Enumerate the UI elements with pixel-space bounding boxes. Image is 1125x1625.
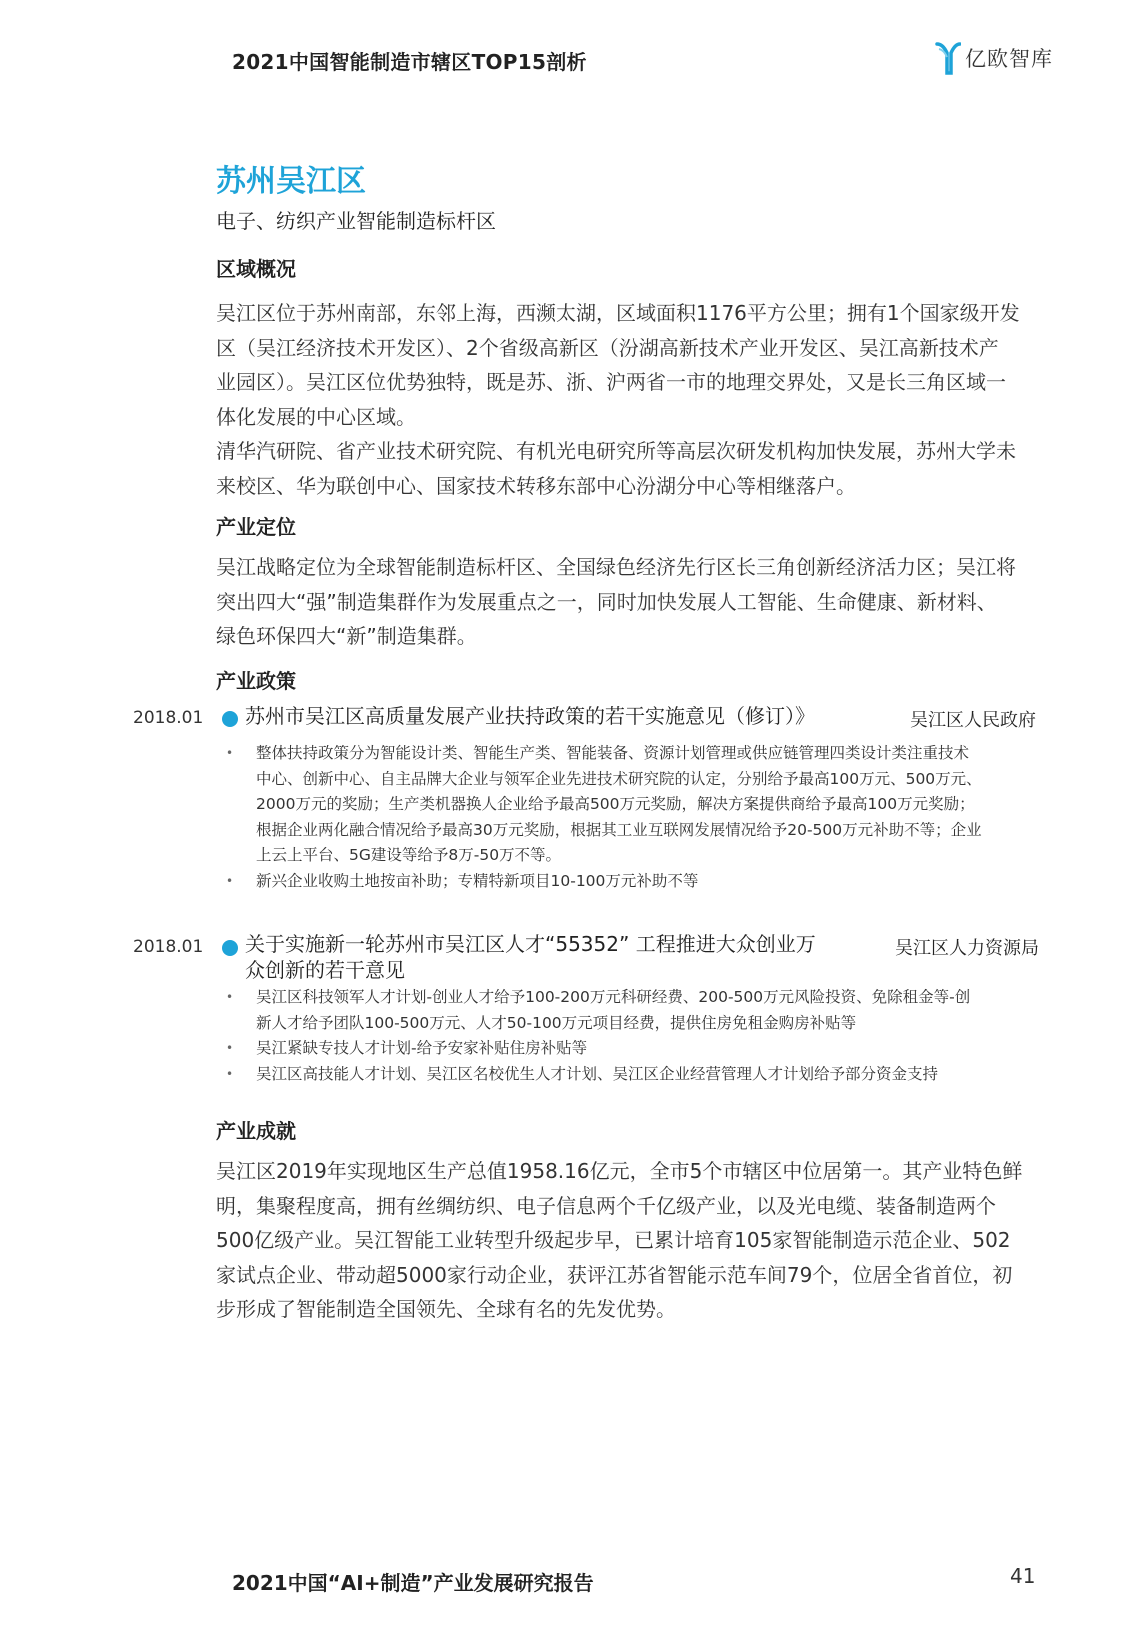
report-header-title: 2021中国智能制造市辖区TOP15剖析 — [232, 50, 587, 74]
section-heading-policy: 产业政策 — [216, 669, 296, 693]
text-line: 明，集聚程度高，拥有丝绸纺织、电子信息两个千亿级产业，以及光电缆、装备制造两个 — [216, 1193, 996, 1218]
policy-date: 2018.01 — [133, 937, 204, 957]
overview-paragraph — [216, 296, 1062, 503]
bullet-icon: • — [226, 1066, 234, 1081]
list-item: • 新兴企业收购土地按亩补助；专精特新项目10-100万元补助不等 — [226, 869, 982, 895]
policy-date: 2018.01 — [133, 708, 204, 728]
policy-title — [245, 931, 816, 983]
region-subtitle: 电子、纺织产业智能制造标杆区 — [216, 209, 496, 233]
policy-issuer: 吴江区人力资源局 — [895, 938, 1039, 959]
text-line: 体化发展的中心区域。 — [216, 404, 416, 429]
text-line: 业园区）。吴江区位优势独特，既是苏、浙、沪两省一市的地理交界处，又是长三角区域一 — [216, 370, 1006, 394]
policy-title-line: 众创新的若干意见 — [245, 958, 405, 982]
policy-detail-list — [226, 985, 970, 1087]
bullet-icon: • — [226, 1041, 234, 1055]
region-title: 苏州吴江区 — [216, 164, 366, 199]
policy-issuer: 吴江区人民政府 — [910, 710, 1036, 731]
logo-mark-icon — [935, 41, 961, 75]
text-line: 500亿级产业。吴江智能工业转型升级起步早，已累计培育105家智能制造示范企业、502 — [216, 1228, 1011, 1252]
footer-report-title: 2021中国“AI+制造”产业发展研究报告 — [232, 1571, 594, 1595]
policy-title-line: 苏州市吴江区高质量发展产业扶持政策的若干实施意见（修订）》 — [245, 704, 815, 728]
positioning-paragraph — [216, 550, 1062, 654]
text-line: 清华汽研院、省产业技术研究院、有机光电研究所等高层次研发机构加快发展，苏州大学未 — [216, 439, 1016, 463]
bullet-icon: • — [226, 873, 234, 888]
bullet-icon: • — [226, 990, 234, 1004]
text-line: 突出四大“强”制造集群作为发展重点之一，同时加快发展人工智能、生命健康、新材料、 — [216, 589, 997, 614]
list-item: • 吴江区高技能人才计划、吴江区名校优生人才计划、吴江区企业经营管理人才计划给予部分资金支持 — [226, 1062, 970, 1088]
list-item: • 整体扶持政策分为智能设计类、智能生产类、智能装备、资源计划管理或供应链管理四类设计类注重技术 中心、创新中心、自主品牌大企业与领军企业先进技术研究院的认定，分别给予最高100万元、500万元、 2000万元的奖励；生产类机器换人企业给予最高500万元奖励，解决方案提供商给予最高100万元奖励； 根据企业两化融合情况给予最高30万元奖励，根据其工业互联网发展情况给予20-500万元补助不等；企业 上云上平台、5G建设等给予8万-50万不等。 — [226, 741, 982, 869]
list-item: • 吴江紧缺专技人才计划-给予安家补贴住房补贴等 — [226, 1036, 970, 1062]
bullet-icon: • — [226, 746, 234, 760]
policy-title-line: 关于实施新一轮苏州市吴江区人才“55352” 工程推进大众创业万 — [245, 932, 816, 956]
section-heading-achievement: 产业成就 — [216, 1119, 296, 1143]
text-line: 步形成了智能制造全国领先、全球有名的先发优势。 — [216, 1297, 676, 1321]
section-heading-positioning: 产业定位 — [216, 515, 296, 539]
text-line: 家试点企业、带动超5000家行动企业，获评江苏省智能示范车间79个，位居全省首位，初 — [216, 1262, 1013, 1287]
section-heading-overview: 区域概况 — [216, 257, 296, 281]
text-line: 区（吴江经济技术开发区）、2个省级高新区（汾湖高新技术产业开发区、吴江高新技术产 — [216, 335, 999, 360]
policy-bullet-dot — [222, 940, 238, 956]
policy-bullet-dot — [222, 711, 238, 727]
text-line: 来校区、华为联创中心、国家技术转移东部中心汾湖分中心等相继落户。 — [216, 473, 856, 498]
page-number: 41 — [1010, 1564, 1036, 1588]
text-line: 吴江战略定位为全球智能制造标杆区、全国绿色经济先行区长三角创新经济活力区；吴江将 — [216, 555, 1016, 579]
brand-logo — [935, 40, 1053, 76]
logo-text: 亿欧智库 — [965, 47, 1053, 71]
policy-detail-list — [226, 741, 982, 894]
text-line: 吴江区2019年实现地区生产总值1958.16亿元，全市5个市辖区中位居第一。其产业特色鲜 — [216, 1159, 1023, 1183]
achievement-paragraph — [216, 1154, 1062, 1327]
text-line: 绿色环保四大“新”制造集群。 — [216, 624, 477, 648]
text-line: 吴江区位于苏州南部，东邻上海，西濒太湖，区域面积1176平方公里；拥有1个国家级开发 — [216, 301, 1020, 325]
policy-title — [245, 703, 815, 729]
list-item: • 吴江区科技领军人才计划-创业人才给予100-200万元科研经费、200-500万元风险投资、免除租金等-创 新人才给予团队100-500万元、人才50-100万元项目经费，提供住房免租金购房补贴等 — [226, 985, 970, 1036]
